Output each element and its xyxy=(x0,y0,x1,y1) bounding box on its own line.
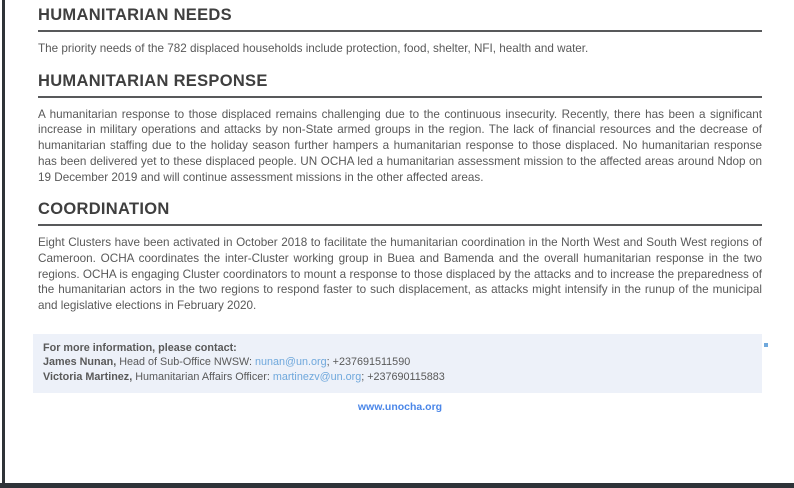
document-content xyxy=(38,6,762,415)
email-link-nunan[interactable]: nunan@un.org xyxy=(255,356,327,369)
section-coordination xyxy=(38,200,762,314)
contact-line-james-nunan xyxy=(43,355,752,370)
contact-intro: For more information, please contact: xyxy=(43,341,237,354)
section-heading-humanitarian-needs: HUMANITARIAN NEEDS xyxy=(38,6,762,32)
email-link-martinezv[interactable]: martinezv@un.org xyxy=(272,370,362,383)
contact-phone: ; +237691511590 xyxy=(326,356,411,369)
paragraph-humanitarian-response: A humanitarian response to those displaced remains challenging due to the continuous insecurity. Recently, there has been a significant increase in military operations and attacks by non-State armed groups in the region. The lack of financial resources and the decrease of humanitarian staffing due to the holiday season further hampers a humanitarian response to those displaced. No humanitarian response has been delivered yet to these displaced people. UN OCHA led a humanitarian assessment mission to the affected areas around Ndop on 19 December 2019 and will continue assessment missions in the other affected areas. xyxy=(38,107,762,184)
section-heading-humanitarian-response: HUMANITARIAN RESPONSE xyxy=(38,72,762,98)
contact-line-victoria-martinez xyxy=(43,370,752,385)
unocha-website-link[interactable]: www.unocha.org xyxy=(357,401,443,414)
section-humanitarian-response xyxy=(38,72,762,186)
contact-role: Head of Sub-Office NWSW: xyxy=(116,356,256,369)
section-heading-coordination: COORDINATION xyxy=(38,200,762,226)
page-footer xyxy=(38,397,762,415)
contact-name: Victoria Martinez, xyxy=(43,370,133,383)
page-border-left xyxy=(2,0,5,488)
section-humanitarian-needs xyxy=(38,6,762,57)
contact-phone: ; +237690115883 xyxy=(361,370,445,383)
paragraph-coordination: Eight Clusters have been activated in October 2018 to facilitate the humanitarian coordination in the North West and South West regions of Cameroon. OCHA coordinates the inter-Cluster working group in Buea and Bamenda and the overall humanitarian response in the two regions. OCHA is engaging Cluster coordinators to mount a response to those displaced by the attacks and to increase the preparedness of the humanitarian actors in the two regions to respond faster to such displacement, as attacks might intensify in the runup of the municipal and legislative elections in February 2020. xyxy=(38,236,762,313)
paragraph-humanitarian-needs: The priority needs of the 782 displaced households include protection, food, shelter, NFI, health and water. xyxy=(38,42,589,55)
comment-anchor-mark xyxy=(764,343,768,347)
page-border-bottom xyxy=(0,483,794,488)
contact-role: Humanitarian Affairs Officer: xyxy=(132,370,273,383)
contact-name: James Nunan, xyxy=(43,356,117,369)
contact-box xyxy=(33,334,762,394)
